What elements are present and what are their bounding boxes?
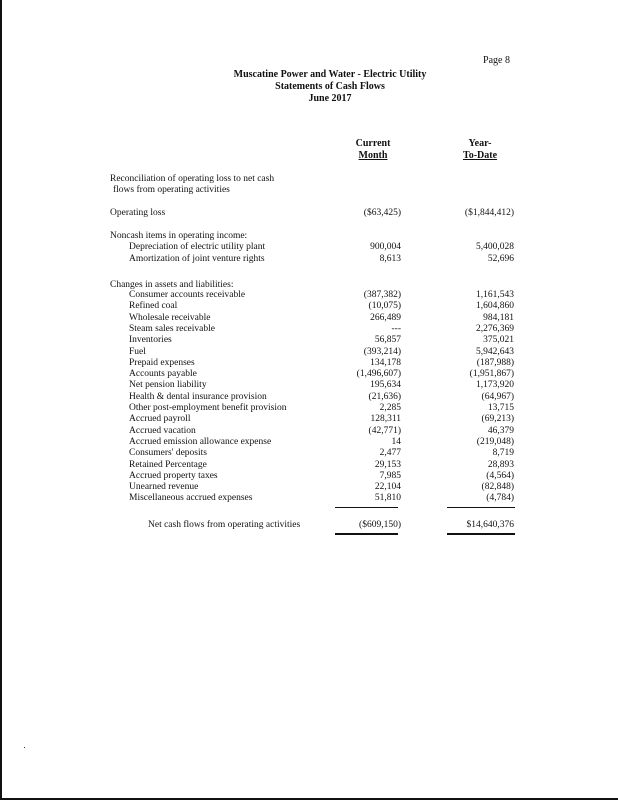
line-item-label: Net pension liability — [129, 380, 207, 391]
line-item-label: Accrued property taxes — [129, 470, 218, 481]
change-item-row — [110, 437, 520, 448]
year-to-date-value: 375,021 — [483, 335, 514, 346]
net-cash-flows-row: Net cash flows from operating activities ($609,150) $14,640,376 — [148, 520, 514, 530]
line-item-label: Fuel — [129, 346, 146, 357]
change-item-row — [110, 301, 520, 312]
line-item-label: Accrued emission allowance expense — [129, 436, 272, 447]
line-item-label: Accounts payable — [129, 369, 197, 380]
current-month-value: 900,004 — [370, 242, 401, 252]
current-month-value: 2,285 — [379, 403, 401, 413]
year-to-date-value: 28,893 — [487, 459, 514, 470]
change-item-row — [110, 482, 520, 493]
company-name: Muscatine Power and Water - Electric Utility — [233, 69, 427, 80]
current-month-value: 29,153 — [374, 459, 401, 470]
section-intro: Reconciliation of operating loss to net cash — [110, 174, 275, 184]
current-month-value: (1,496,607) — [356, 369, 401, 380]
line-item-label: Consumer accounts receivable — [129, 290, 246, 300]
current-month-value: 14 — [391, 436, 401, 447]
line-item-label: Other post-employment benefit provision — [129, 403, 287, 413]
year-to-date-value: 2,276,369 — [476, 323, 514, 334]
current-month-value: 56,857 — [374, 335, 401, 346]
change-item-row — [110, 403, 520, 414]
change-item-row — [110, 414, 520, 425]
current-month-value: (10,075) — [368, 301, 401, 312]
changes-heading: Changes in assets and liabilities: — [110, 280, 234, 290]
scan-speck — [24, 747, 25, 748]
line-item-label: Consumers' deposits — [129, 448, 207, 459]
current-month-value: (393,214) — [363, 346, 401, 357]
noncash-item-row — [110, 242, 520, 253]
line-item-label: Accrued vacation — [129, 425, 196, 436]
change-item-row — [110, 471, 520, 482]
subtotal-rule-current — [335, 507, 398, 508]
line-item-label: Wholesale receivable — [129, 312, 211, 323]
year-to-date-value: 52,696 — [487, 253, 514, 264]
change-item-row — [110, 324, 520, 335]
current-month-value: 128,311 — [370, 414, 401, 425]
page-number: Page 8 — [483, 55, 510, 66]
scan-border-left — [0, 0, 2, 800]
year-to-date-value: (1,951,867) — [469, 369, 514, 380]
current-month-value: 195,634 — [370, 380, 401, 391]
current-month-value: (387,382) — [363, 290, 401, 300]
current-month-value: 8,613 — [379, 253, 401, 264]
operating-loss-row: Operating loss ($63,425) ($1,844,412) — [110, 208, 514, 218]
change-item-row — [110, 347, 520, 358]
current-month-value: 51,810 — [374, 493, 401, 504]
change-item-row — [110, 335, 520, 346]
line-item-label: Miscellaneous accrued expenses — [129, 493, 253, 504]
year-to-date-value: 46,379 — [487, 425, 514, 436]
statement-period: June 2017 — [308, 93, 352, 104]
change-item-row — [110, 460, 520, 471]
line-item-label: Prepaid expenses — [129, 357, 195, 368]
line-item-label: Inventories — [129, 335, 172, 346]
line-item-label: Accrued payroll — [129, 414, 191, 425]
year-to-date-value: (82,848) — [481, 482, 514, 493]
year-to-date-value: 5,400,028 — [476, 242, 514, 252]
year-to-date-value: 13,715 — [487, 403, 514, 413]
change-item-row — [110, 313, 520, 324]
current-month-value: (42,771) — [368, 425, 401, 436]
current-month-value: (21,636) — [368, 391, 401, 402]
current-month-value: 22,104 — [374, 482, 401, 493]
current-month-value: 7,985 — [379, 470, 401, 481]
column-header-year-to-date: Year- To-Date — [462, 138, 498, 161]
line-item-label: Refined coal — [129, 301, 178, 312]
statement-title — [180, 69, 480, 105]
change-item-row — [110, 448, 520, 459]
section-intro-cont: flows from operating activities — [113, 185, 230, 195]
year-to-date-value: 984,181 — [483, 312, 514, 323]
line-item-label: Retained Percentage — [129, 459, 207, 470]
change-item-row — [110, 380, 520, 391]
year-to-date-value: (219,048) — [476, 436, 514, 447]
total-double-rule-ytd — [447, 533, 515, 535]
current-month-value: --- — [391, 323, 401, 334]
current-month-value: 2,477 — [379, 448, 401, 459]
total-double-rule-current — [335, 533, 398, 535]
line-item-label: Depreciation of electric utility plant — [129, 242, 266, 252]
change-item-row — [110, 392, 520, 403]
change-item-row — [110, 426, 520, 437]
year-to-date-value: (4,564) — [486, 470, 514, 481]
year-to-date-value: (69,213) — [481, 414, 514, 425]
current-month-value: 266,489 — [370, 312, 401, 323]
noncash-item-row — [110, 254, 520, 265]
line-item-label: Steam sales receivable — [129, 323, 215, 334]
year-to-date-value: 1,161,543 — [476, 290, 514, 300]
year-to-date-value: 8,719 — [492, 448, 514, 459]
statement-name: Statements of Cash Flows — [275, 81, 385, 92]
line-item-label: Health & dental insurance provision — [129, 391, 267, 402]
year-to-date-value: (187,988) — [476, 357, 514, 368]
noncash-heading: Noncash items in operating income: — [110, 231, 248, 241]
year-to-date-value: 1,604,860 — [476, 301, 514, 312]
subtotal-rule-ytd — [447, 507, 515, 508]
year-to-date-value: 1,173,920 — [476, 380, 514, 391]
change-item-row — [110, 358, 520, 369]
year-to-date-value: (4,784) — [486, 493, 514, 504]
line-item-label: Amortization of joint venture rights — [129, 253, 265, 264]
line-item-label: Unearned revenue — [129, 482, 199, 493]
year-to-date-value: 5,942,643 — [476, 346, 514, 357]
change-item-row — [110, 493, 520, 504]
change-item-row — [110, 369, 520, 380]
change-item-row — [110, 290, 520, 301]
current-month-value: 134,178 — [370, 357, 401, 368]
column-header-current-month: Current Month — [355, 138, 391, 161]
year-to-date-value: (64,967) — [481, 391, 514, 402]
